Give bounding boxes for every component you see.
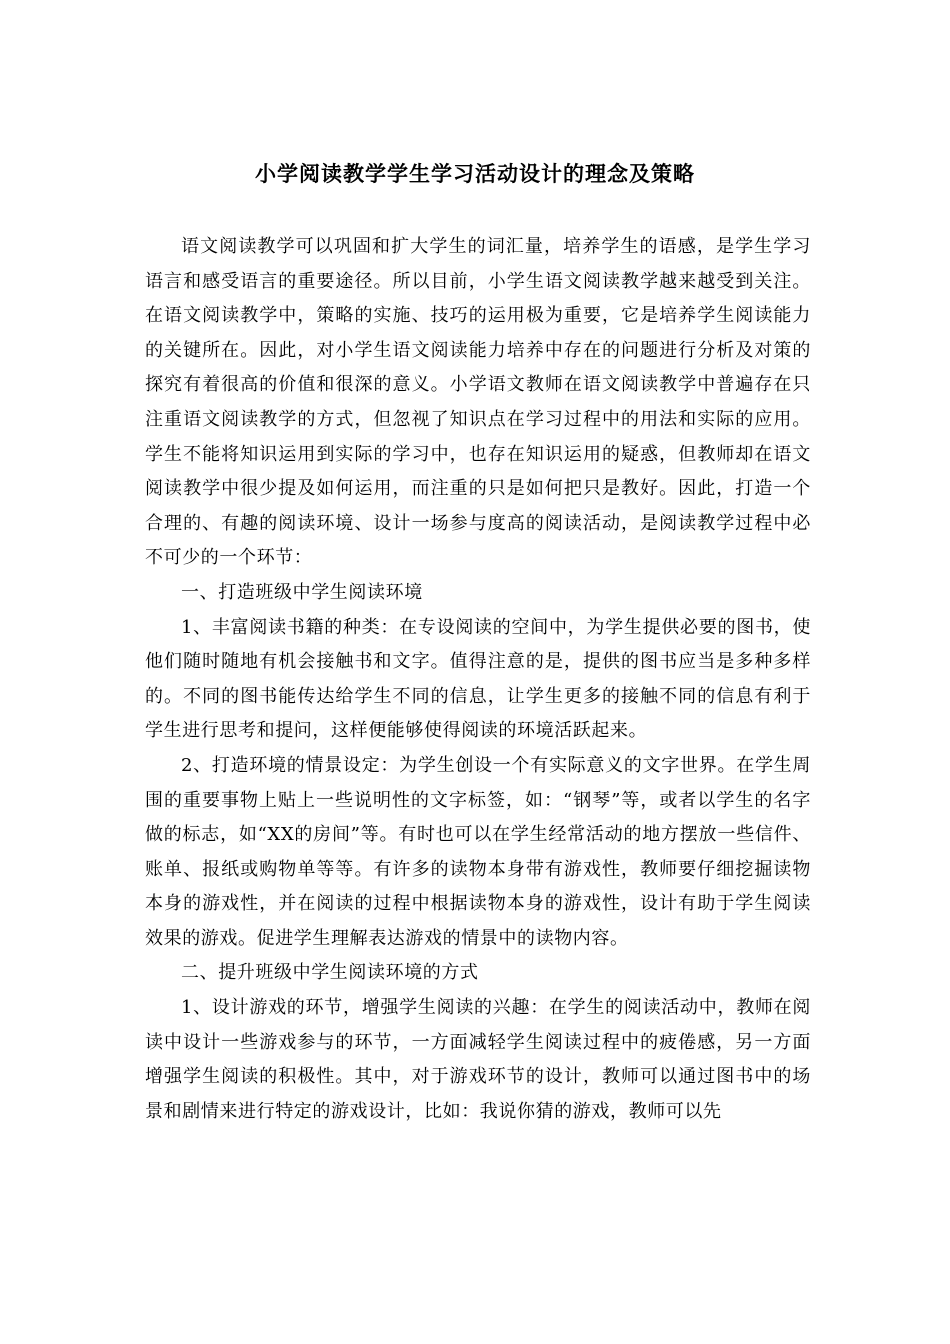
body-paragraph: 1、丰富阅读书籍的种类：在专设阅读的空间中，为学生提供必要的图书，使他们随时随地有机会接触书和文字。值得注意的是，提供的图书应当是多种多样的。不同的图书能传达给学生不同的信息，让学生更多的接触不同的信息有利于学生进行思考和提问，这样便能够使得阅读的环境活跃起来。	[145, 616, 811, 742]
document-title: 小学阅读教学学生学习活动设计的理念及策略	[255, 161, 695, 186]
body-paragraph: 1、设计游戏的环节，增强学生阅读的兴趣：在学生的阅读活动中，教师在阅读中设计一些游戏参与的环节，一方面减轻学生阅读过程中的疲倦感，另一方面增强学生阅读的积极性。其中，对于游戏环节的设计，教师可以通过图书中的场景和剧情来进行特定的游戏设计，比如：我说你猜的游戏，教师可以先	[145, 997, 811, 1122]
section-heading-2: 二、提升班级中学生阅读环境的方式	[181, 962, 479, 984]
section-heading-1: 一、打造班级中学生阅读环境	[181, 581, 423, 603]
intro-paragraph: 语文阅读教学可以巩固和扩大学生的词汇量，培养学生的语感，是学生学习语言和感受语言的重要途径。所以目前，小学生语文阅读教学越来越受到关注。在语文阅读教学中，策略的实施、技巧的运用极为重要，它是培养学生阅读能力的关键所在。因此，对小学生语文阅读能力培养中存在的问题进行分析及对策的探究有着很高的价值和很深的意义。小学语文教师在语文阅读教学中普遍存在只注重语文阅读教学的方式，但忽视了知识点在学习过程中的用法和实际的应用。学生不能将知识运用到实际的学习中，也存在知识运用的疑惑，但教师却在语文阅读教学中很少提及如何运用，而注重的只是如何把只是教好。因此，打造一个合理的、有趣的阅读环境、设计一场参与度高的阅读活动，是阅读教学过程中必不可少的一个环节：	[145, 236, 811, 569]
document-body	[145, 230, 811, 1129]
body-paragraph: 2、打造环境的情景设定：为学生创设一个有实际意义的文字世界。在学生周围的重要事物上贴上一些说明性的文字标签，如：“钢琴”等，或者以学生的名字做的标志，如“XX的房间”等。有时也可以在学生经常活动的地方摆放一些信件、账单、报纸或购物单等等。有许多的读物本身带有游戏性，教师要仔细挖掘读物本身的游戏性，并在阅读的过程中根据读物本身的游戏性，设计有助于学生阅读效果的游戏。促进学生理解表达游戏的情景中的读物内容。	[145, 754, 811, 949]
